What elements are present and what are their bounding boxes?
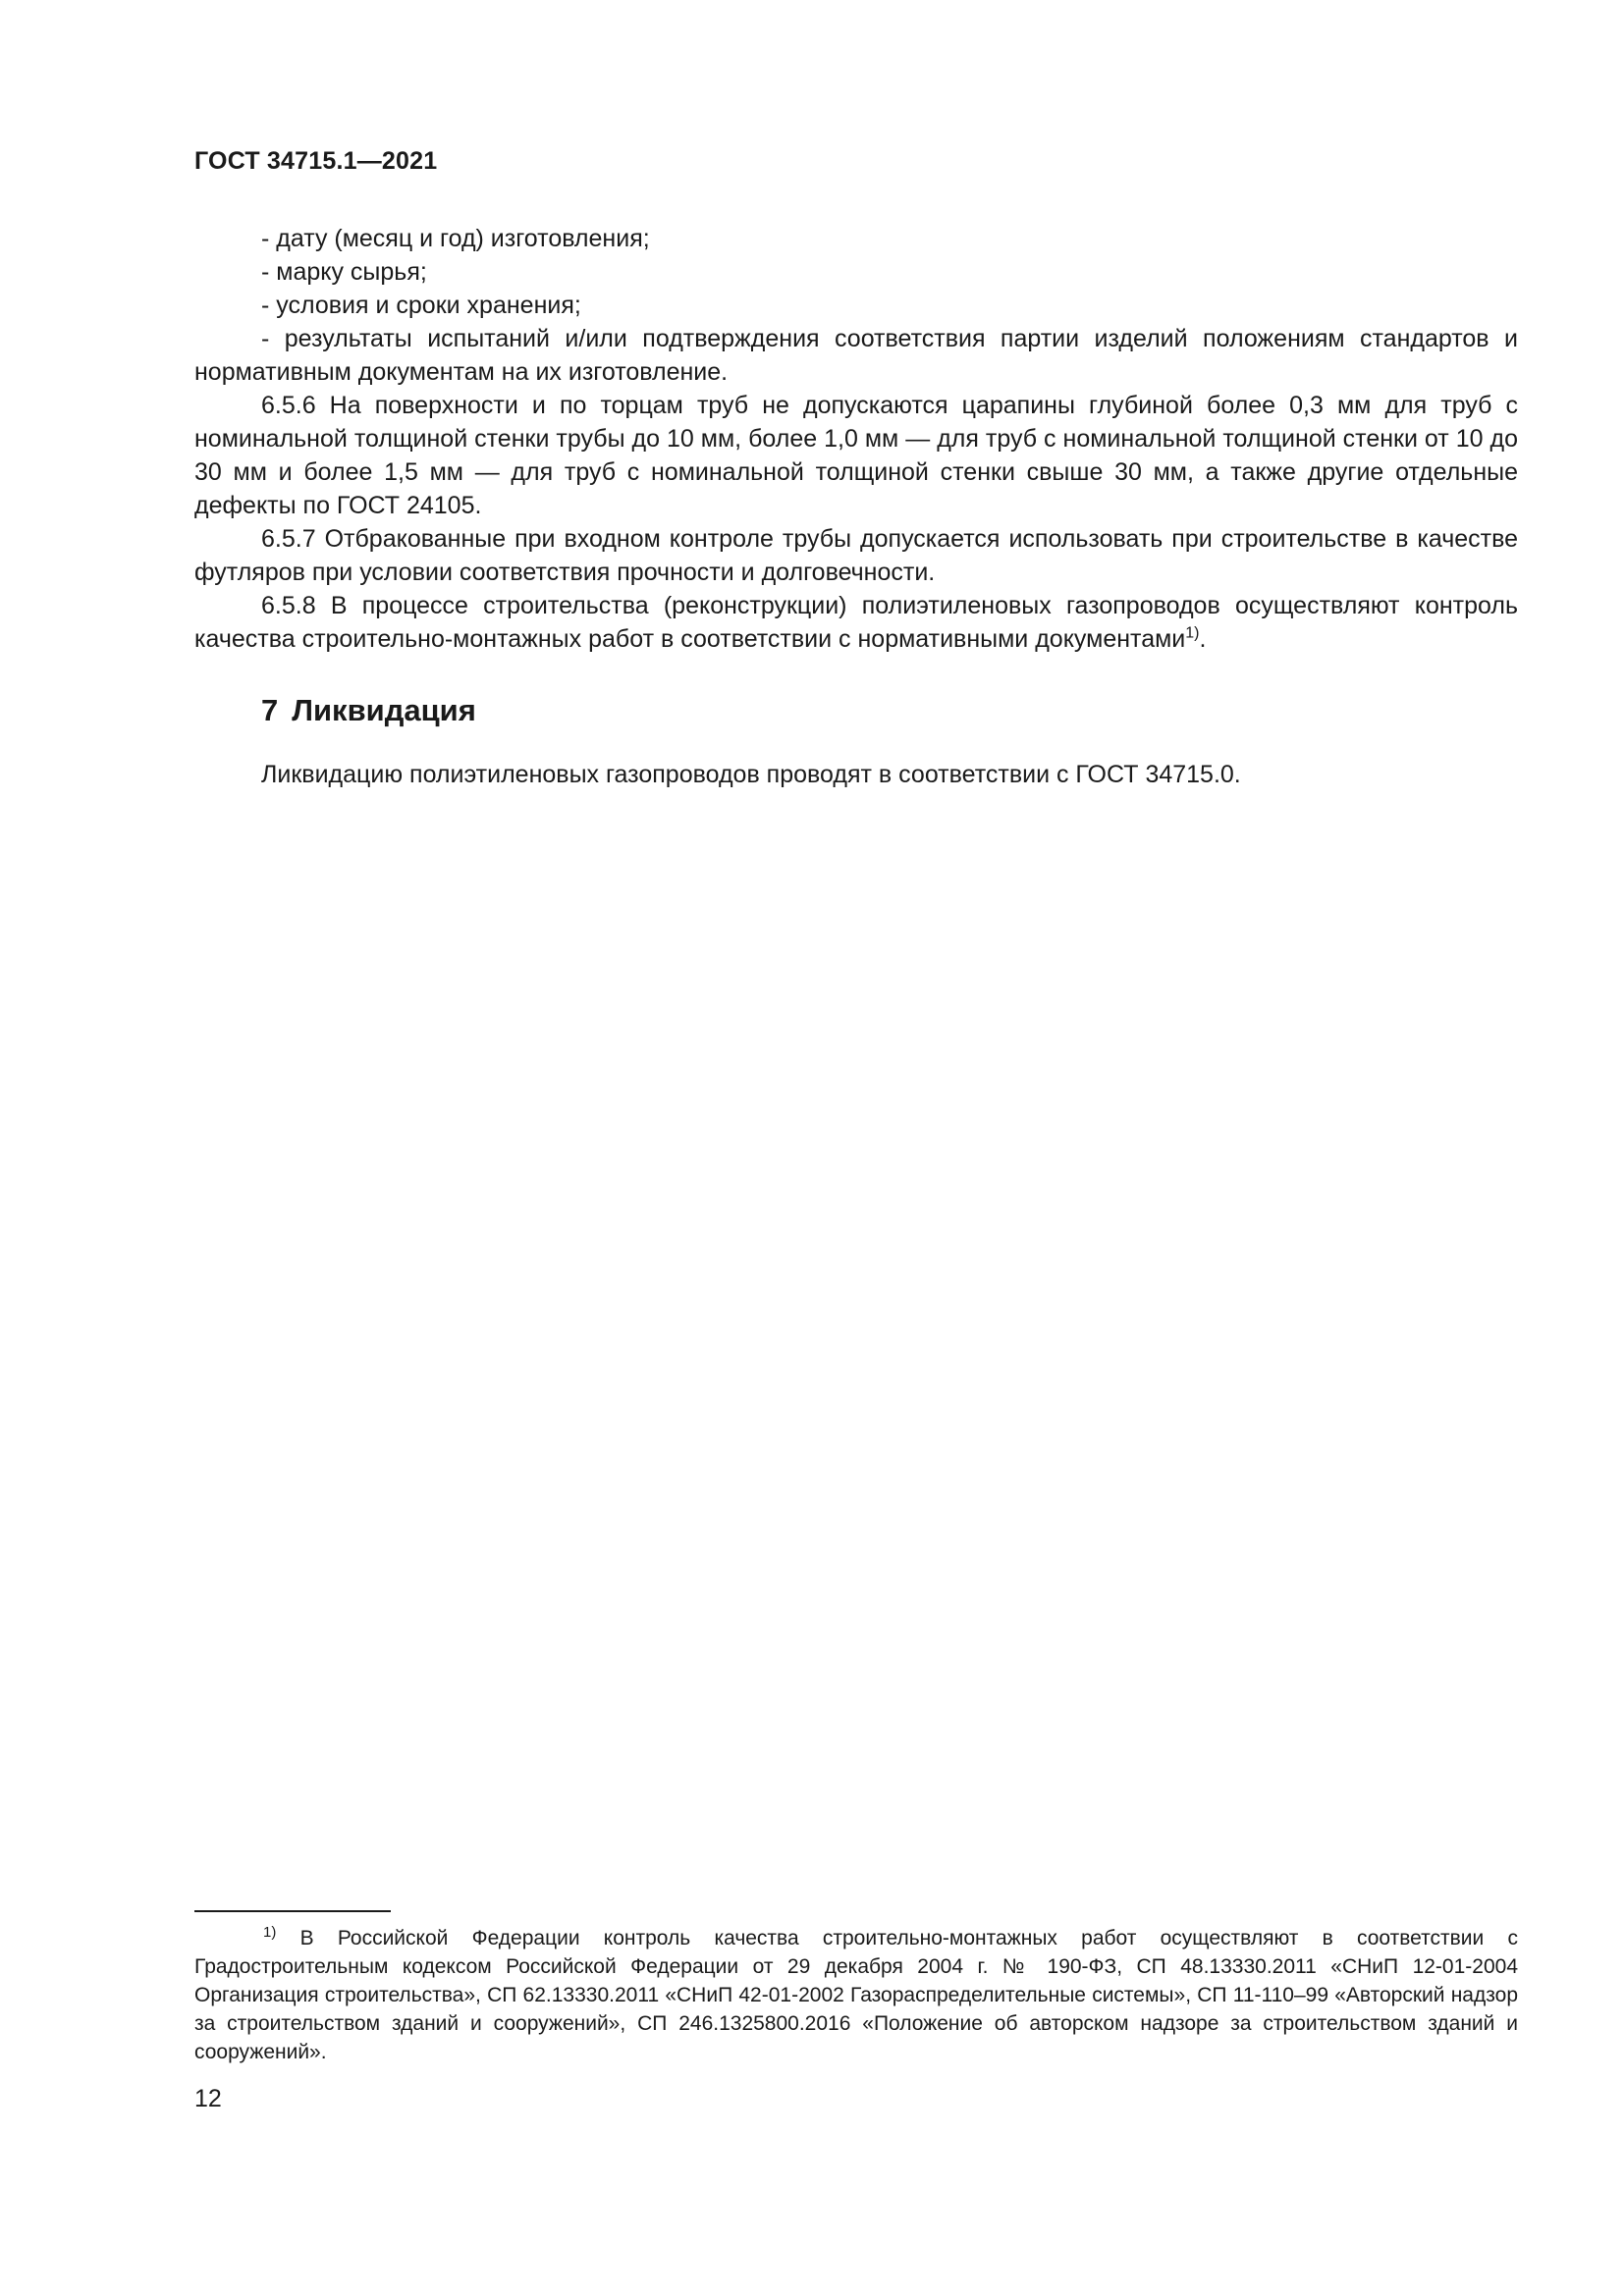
footnote-divider [194, 1910, 391, 1912]
footnote-text: В Российской Федерации контроль качества строительно-монтажных работ осуществляют в соответствии с Градостроительным кодексом Российской Федерации от 29 декабря 2004 г. № 190-ФЗ, СП 48.13330.2011 «СНиП 12-01-2004 Организация строительства», СП 62.13330.2011 «СНиП 42-01-2002 Газораспределительные системы», СП 11-110–99 «Авторский надзор за строительством зданий и сооружений», СП 246.1325800.2016 «Положение об авторском надзоре за строительством зданий и сооружений». [194, 1927, 1518, 2063]
list-item: - марку сырья; [261, 258, 427, 286]
section-title: Ликвидация [292, 693, 476, 727]
paragraph-6-5-8-text: 6.5.8 В процессе строительства (реконструкции) полиэтиленовых газопроводов осуществляют контроль качества строительно-монтажных работ в соответствии с нормативными документами [194, 592, 1518, 653]
list-item: - дату (месяц и год) изготовления; [261, 225, 650, 252]
document-header: ГОСТ 34715.1—2021 [194, 147, 438, 175]
paragraph-6-5-7: 6.5.7 Отбракованные при входном контроле трубы допускается использовать при строительстве в качестве футляров при условии соответствия прочности и долговечности. [194, 525, 1518, 586]
list-item: - результаты испытаний и/или подтверждения соответствия партии изделий положениям стандартов и нормативным документам на их изготовление. [194, 325, 1518, 386]
section-number: 7 [261, 693, 279, 727]
paragraph-6-5-8-end: . [1199, 625, 1207, 653]
footnote-marker: 1) [263, 1924, 277, 1941]
footnote-reference[interactable]: 1) [1185, 624, 1200, 642]
paragraph-6-5-6: 6.5.6 На поверхности и по торцам труб не допускаются царапины глубиной более 0,3 мм для труб с номинальной толщиной стенки трубы до 10 мм, более 1,0 мм — для труб с номинальной толщиной стенки от 10 до 30 мм и более 1,5 мм — для труб с номинальной толщиной стенки свыше 30 мм, а также другие отдельные дефекты по ГОСТ 24105. [194, 392, 1518, 519]
paragraph-6-5-8 [194, 589, 1518, 656]
section-text: Ликвидацию полиэтиленовых газопроводов проводят в соответствии с ГОСТ 34715.0. [261, 761, 1241, 788]
body-text [194, 222, 1518, 656]
page-number: 12 [194, 2085, 222, 2112]
section-heading [261, 693, 476, 728]
footnote [194, 1924, 1518, 2066]
list-item: - условия и сроки хранения; [261, 292, 581, 319]
